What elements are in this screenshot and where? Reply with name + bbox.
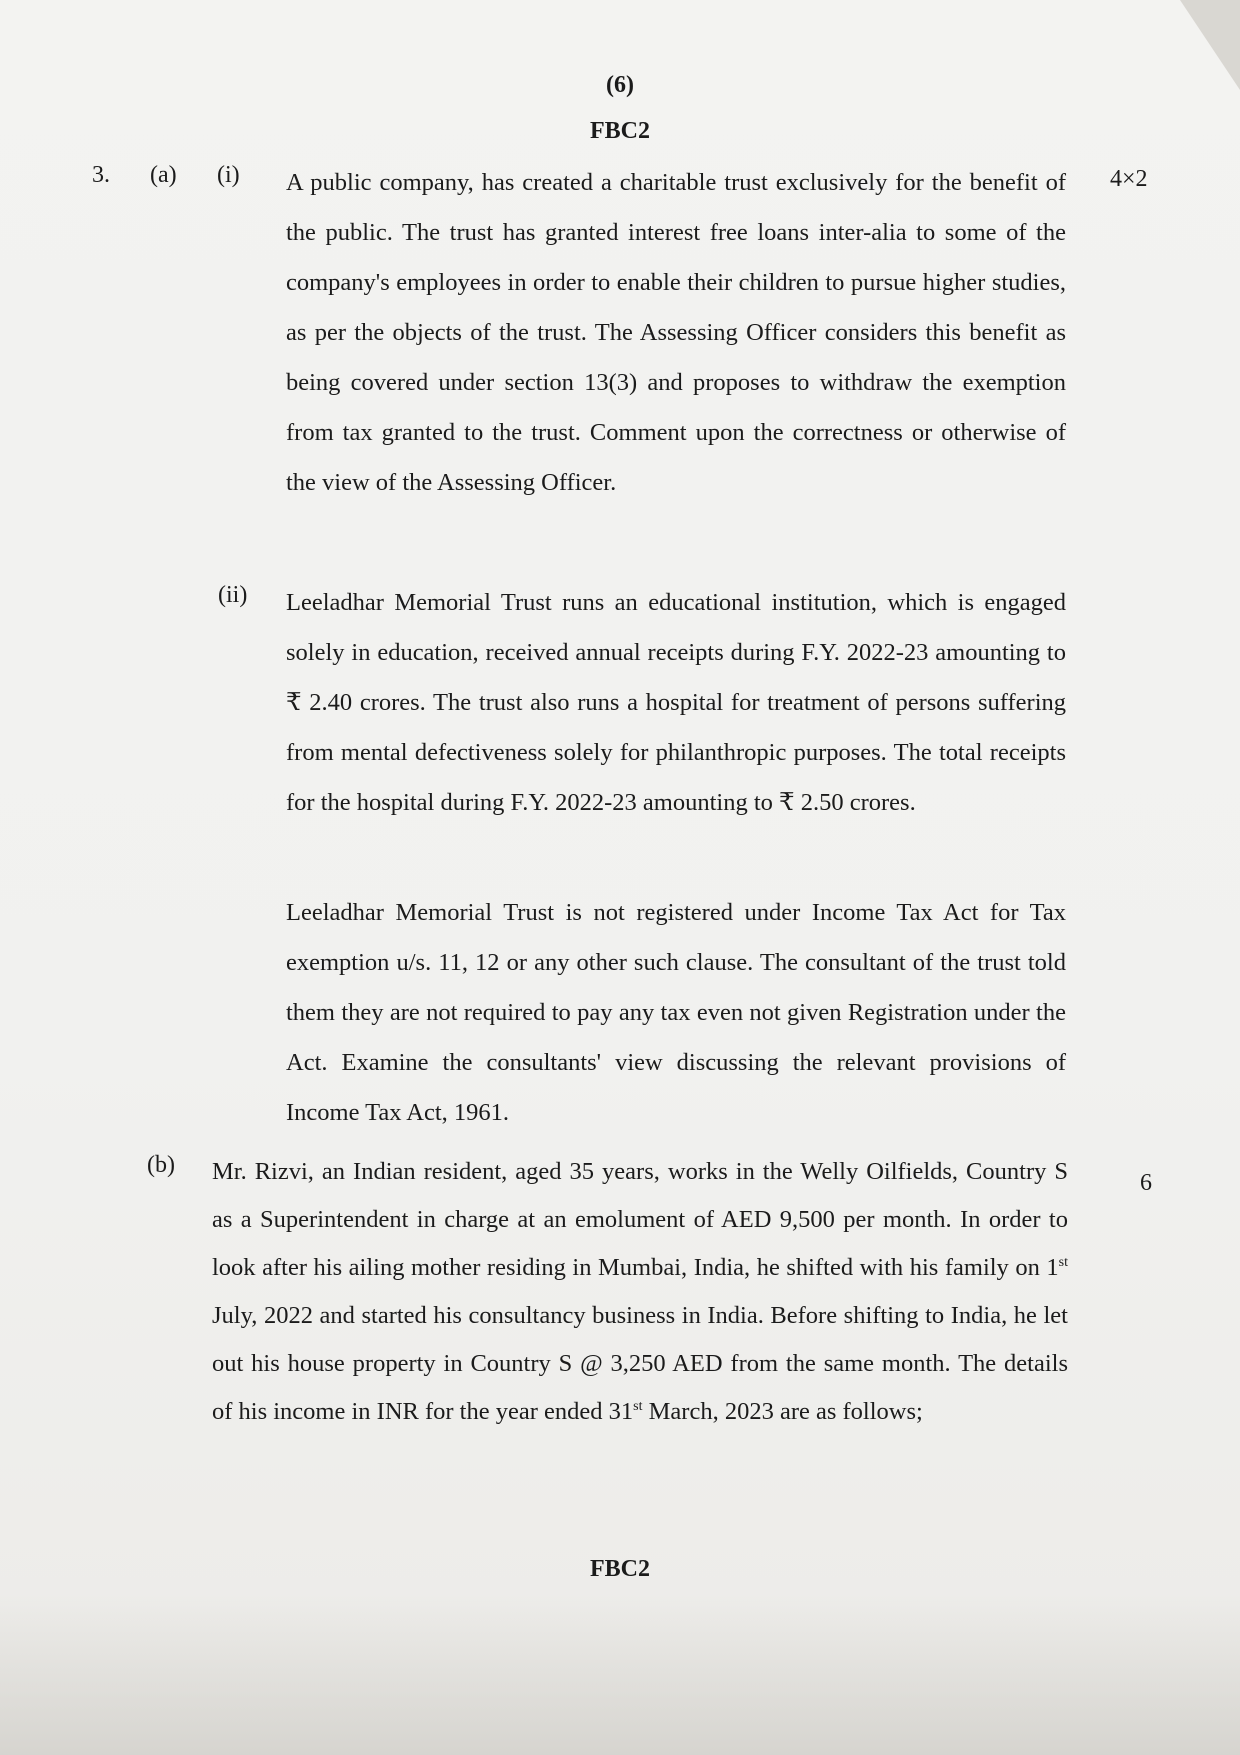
- question-3a-ii-para1: Leeladhar Memorial Trust runs an educational institution, which is engaged solely in education, received annual receipts during F.Y. 2022-23 amounting to ₹ 2.40 crores. The trust also runs a hospital for treatment of persons suffering from mental defectiveness solely for philanthropic purposes. The total receipts for the hospital during F.Y. 2022-23 amounting to ₹ 2.50 crores.: [286, 589, 1066, 816]
- question-3a-ii-para2: Leeladhar Memorial Trust is not registered under Income Tax Act for Tax exemption u/s. 11, 12 or any other such clause. The consultant of the trust told them they are not required to pay any tax even not given Registration under the Act. Examine the consultants' view discussing the relevant provisions of Income Tax Act, 1961.: [286, 899, 1066, 1126]
- question-3a-i-text: A public company, has created a charitable trust exclusively for the benefit of the public. The trust has granted interest free loans inter-alia to some of the company's employees in order to enable their children to pursue higher studies, as per the objects of the trust. The Assessing Officer considers this benefit as being covered under section 13(3) and proposes to withdraw the exemption from tax granted to the trust. Comment upon the correctness or otherwise of the view of the Assessing Officer.: [286, 169, 1066, 496]
- sub-i-label: (i): [217, 162, 240, 188]
- question-3b-text: [212, 1148, 1068, 1436]
- question-number: 3.: [92, 162, 110, 188]
- paper-code-footer: FBC2: [590, 1556, 650, 1582]
- ordinal-suffix-1: st: [1058, 1254, 1068, 1270]
- page-number: (6): [606, 72, 634, 98]
- part-b-marks: 6: [1140, 1170, 1152, 1196]
- part-a-label: (a): [150, 162, 177, 188]
- ordinal-suffix-2: st: [633, 1398, 643, 1414]
- sub-ii-label: (ii): [218, 582, 248, 608]
- question-3b-text-part1: Mr. Rizvi, an Indian resident, aged 35 years, works in the Welly Oilfields, Country S as a Superintendent in charge at an emolument of AED 9,500 per month. In order to look after his ailing mother residing in Mumbai, India, he shifted with his family on 1: [212, 1158, 1068, 1281]
- paper-code-header: FBC2: [590, 118, 650, 144]
- part-a-marks: 4×2: [1110, 166, 1148, 192]
- part-b-label: (b): [147, 1152, 175, 1178]
- page-shadow: [0, 1595, 1240, 1755]
- question-3b-text-part2: July, 2022 and started his consultancy business in India. Before shifting to India, he let out his house property in Country S @ 3,250 AED from the same month. The details of his income in INR for the year ended 31: [212, 1302, 1068, 1425]
- question-3b-text-part3: March, 2023 are as follows;: [642, 1398, 923, 1425]
